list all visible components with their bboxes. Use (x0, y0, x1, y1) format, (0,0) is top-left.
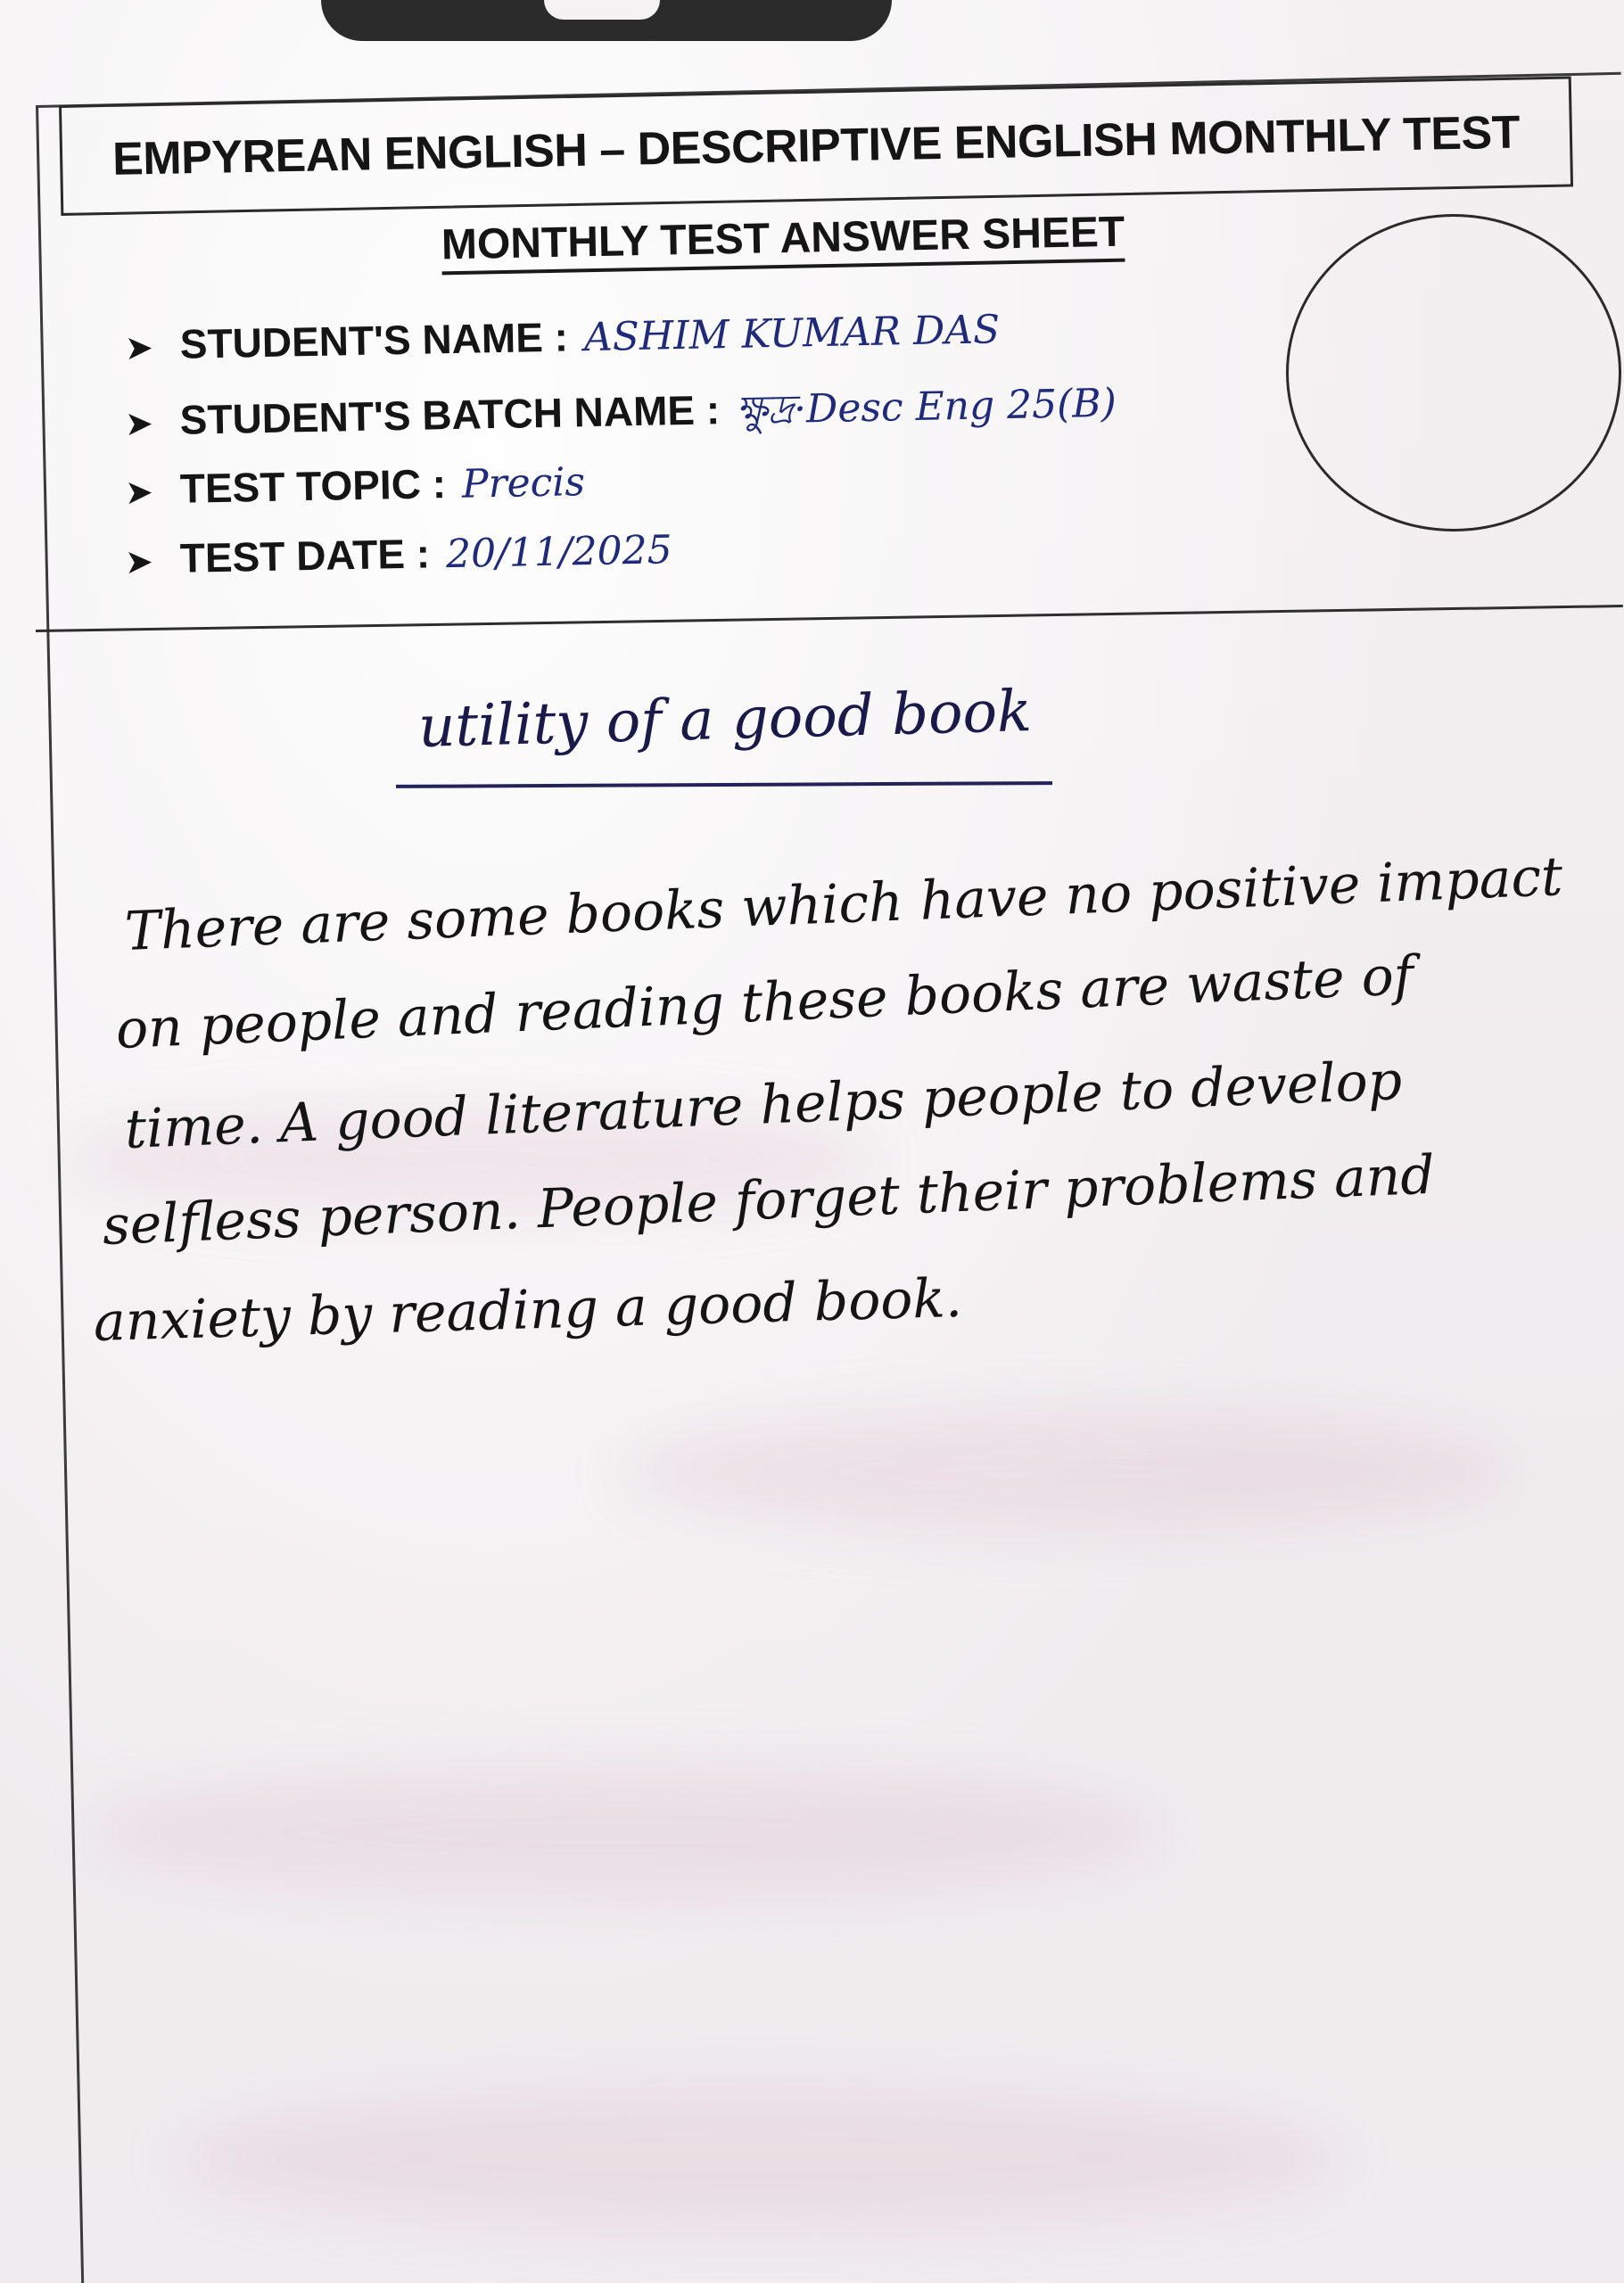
field-value: ক্ষুদ্র·Desc Eng 25(B) (735, 380, 1117, 433)
essay-line: time. A good literature helps people to develop (123, 1050, 1404, 1161)
field-value: Precis (461, 459, 586, 507)
essay-title: utility of a good book (417, 679, 1033, 761)
essay-line: There are some books which have no positive impact (123, 845, 1564, 963)
essay-line: on people and reading these books are waste of (114, 944, 1415, 1061)
arrowhead-bullet-icon: ➤ (124, 403, 154, 443)
field-label: STUDENT'S BATCH NAME : (179, 386, 721, 443)
clipboard-clip-notch (544, 0, 660, 20)
test-title: EMPYREAN ENGLISH – DESCRIPTIVE ENGLISH MONTHLY TEST (111, 106, 1521, 185)
field-value: 20/11/2025 (445, 527, 673, 578)
arrowhead-bullet-icon: ➤ (124, 541, 154, 581)
photo-placeholder-circle (1286, 214, 1621, 532)
arrowhead-bullet-icon: ➤ (124, 472, 154, 512)
essay-line: anxiety by reading a good book. (93, 1266, 963, 1354)
answer-sheet-subtitle: MONTHLY TEST ANSWER SHEET (441, 208, 1125, 276)
field-label: STUDENT'S NAME : (179, 313, 569, 367)
field-value: ASHIM KUMAR DAS (583, 307, 1001, 361)
field-label: TEST TOPIC : (179, 460, 447, 512)
field-label: TEST DATE : (179, 530, 431, 581)
essay-line: selfless person. People forget their problems and (101, 1143, 1436, 1257)
arrowhead-bullet-icon: ➤ (124, 327, 154, 367)
field-test-topic (124, 457, 585, 514)
